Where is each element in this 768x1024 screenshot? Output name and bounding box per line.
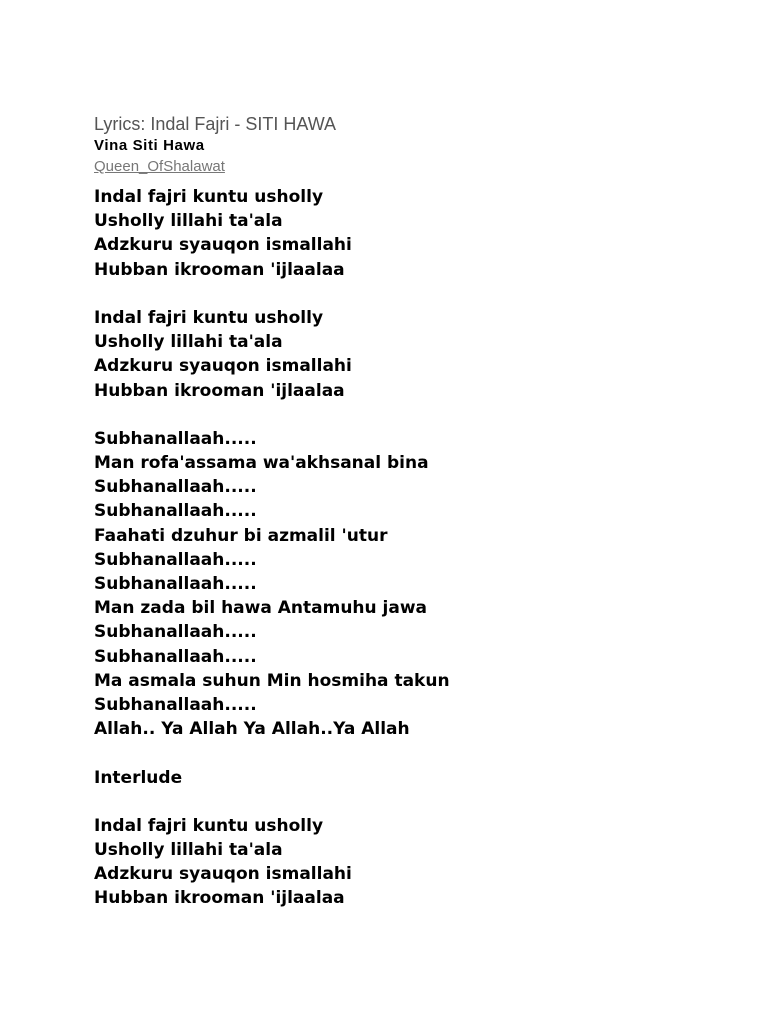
lyrics-body bbox=[94, 185, 450, 911]
lyric-line: Subhanallaah..... bbox=[94, 574, 257, 594]
lyric-line: Ma asmala suhun Min hosmiha takun bbox=[94, 670, 450, 691]
section-label: Interlude bbox=[94, 767, 183, 788]
lyric-line: Man zada bil hawa Antamuhu jawa bbox=[94, 598, 428, 619]
blank-line bbox=[94, 282, 450, 306]
lyric-line: Subhanallaah..... bbox=[94, 549, 257, 570]
lyric-line: Indal fajri kuntu usholly bbox=[94, 187, 324, 207]
lyric-line: Usholly lillahi ta'ala bbox=[94, 211, 283, 232]
blank-line bbox=[94, 790, 450, 814]
lyric-line: Subhanallaah..... bbox=[94, 428, 257, 449]
lyric-line: Hubban ikrooman 'ijlaalaa bbox=[94, 888, 345, 909]
lyric-line: Subhanallaah..... bbox=[94, 477, 257, 498]
lyric-line: Hubban ikrooman 'ijlaalaa bbox=[94, 259, 345, 280]
lyric-line: Subhanallaah..... bbox=[94, 694, 257, 715]
blank-line bbox=[94, 403, 450, 427]
lyric-line: Usholly lillahi ta'ala bbox=[94, 332, 283, 353]
lyric-line: Indal fajri kuntu usholly bbox=[94, 815, 324, 836]
lyric-line: Adzkuru syauqon ismallahi bbox=[94, 235, 352, 256]
lyric-line: Subhanallaah..... bbox=[94, 646, 257, 667]
lyric-line: Hubban ikrooman 'ijlaalaa bbox=[94, 380, 345, 401]
lyric-line: Man rofa'assama wa'akhsanal bina bbox=[94, 453, 429, 474]
document-header bbox=[94, 112, 336, 178]
lyric-line: Faahati dzuhur bi azmalil 'utur bbox=[94, 525, 388, 546]
lyric-line: Allah.. Ya Allah Ya Allah..Ya Allah bbox=[94, 719, 410, 740]
document-title: Lyrics: Indal Fajri - SITI HAWA bbox=[94, 114, 337, 134]
blank-line bbox=[94, 741, 450, 765]
lyric-line: Usholly lillahi ta'ala bbox=[94, 840, 283, 861]
author-link[interactable]: Queen_OfShalawat bbox=[94, 158, 225, 175]
lyric-line: Subhanallaah..... bbox=[94, 501, 257, 522]
artist-name: Vina Siti Hawa bbox=[94, 137, 205, 154]
lyric-line: Adzkuru syauqon ismallahi bbox=[94, 864, 352, 885]
lyric-line: Indal fajri kuntu usholly bbox=[94, 307, 324, 328]
lyric-line: Subhanallaah..... bbox=[94, 622, 257, 643]
lyric-line: Adzkuru syauqon ismallahi bbox=[94, 356, 352, 377]
